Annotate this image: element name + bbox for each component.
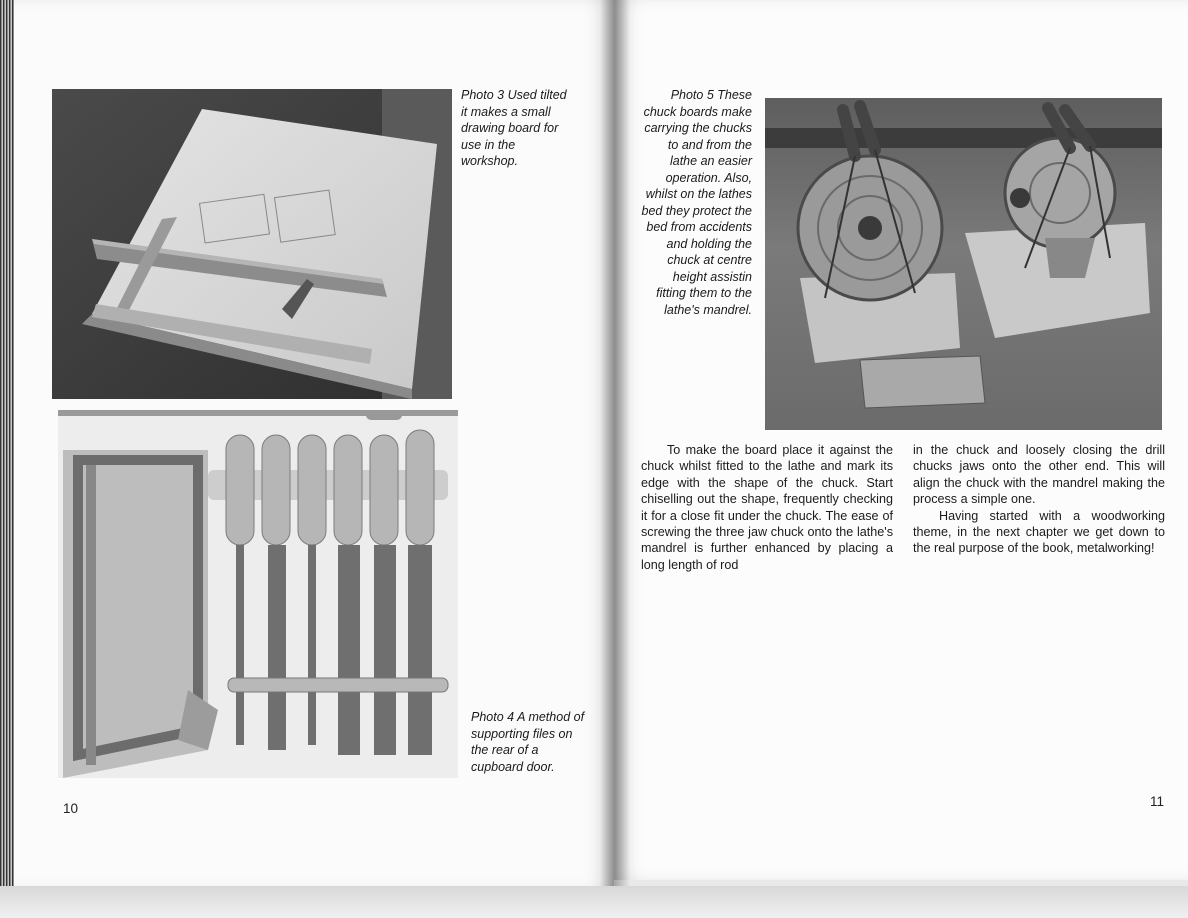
photo-3-drawing-board — [52, 89, 452, 399]
body-column-2 — [913, 442, 1165, 557]
photo-3-caption: Photo 3 Used tilted it makes a small drawing board for use in the workshop. — [461, 88, 567, 168]
book-gutter — [600, 0, 630, 890]
body-column-1 — [641, 442, 893, 573]
page-number-right: 11 — [1150, 794, 1165, 809]
photo-4-caption: Photo 4 A method of supporting files on the rear of a cupboard door. — [471, 710, 585, 774]
photo-4-files-rack — [58, 410, 458, 778]
photo-5-chuck-boards — [765, 98, 1162, 430]
page-number-left: 10 — [63, 801, 79, 816]
photo-5-caption: Photo 5 These chuck boards make carrying the chucks to and from the lathe an easier operation. Also, whilst on the lathes bed they protect the bed from accidents and holding the chuck at centre height assistin fitting them to the lathe's mandrel. — [641, 88, 752, 317]
body-paragraph: Having started with a woodworking theme, in the next chapter we get down to the real purpose of the book, metalworking! — [913, 508, 1165, 556]
body-paragraph: To make the board place it against the chuck whilst fitted to the lathe and mark its edge with the shape of the chuck. Start chiselling out the shape, frequently checking it for a close fit under the chuck. The ease of screwing the three jaw chuck onto the lathe's mandrel is further enhanced by placing a long length of rod — [641, 443, 893, 572]
body-paragraph: in the chuck and loosely closing the drill chucks jaws onto the other end. This will align the chuck with the mandrel making the process a simple one. — [913, 443, 1165, 507]
scan-bottom-edge — [0, 886, 1188, 918]
